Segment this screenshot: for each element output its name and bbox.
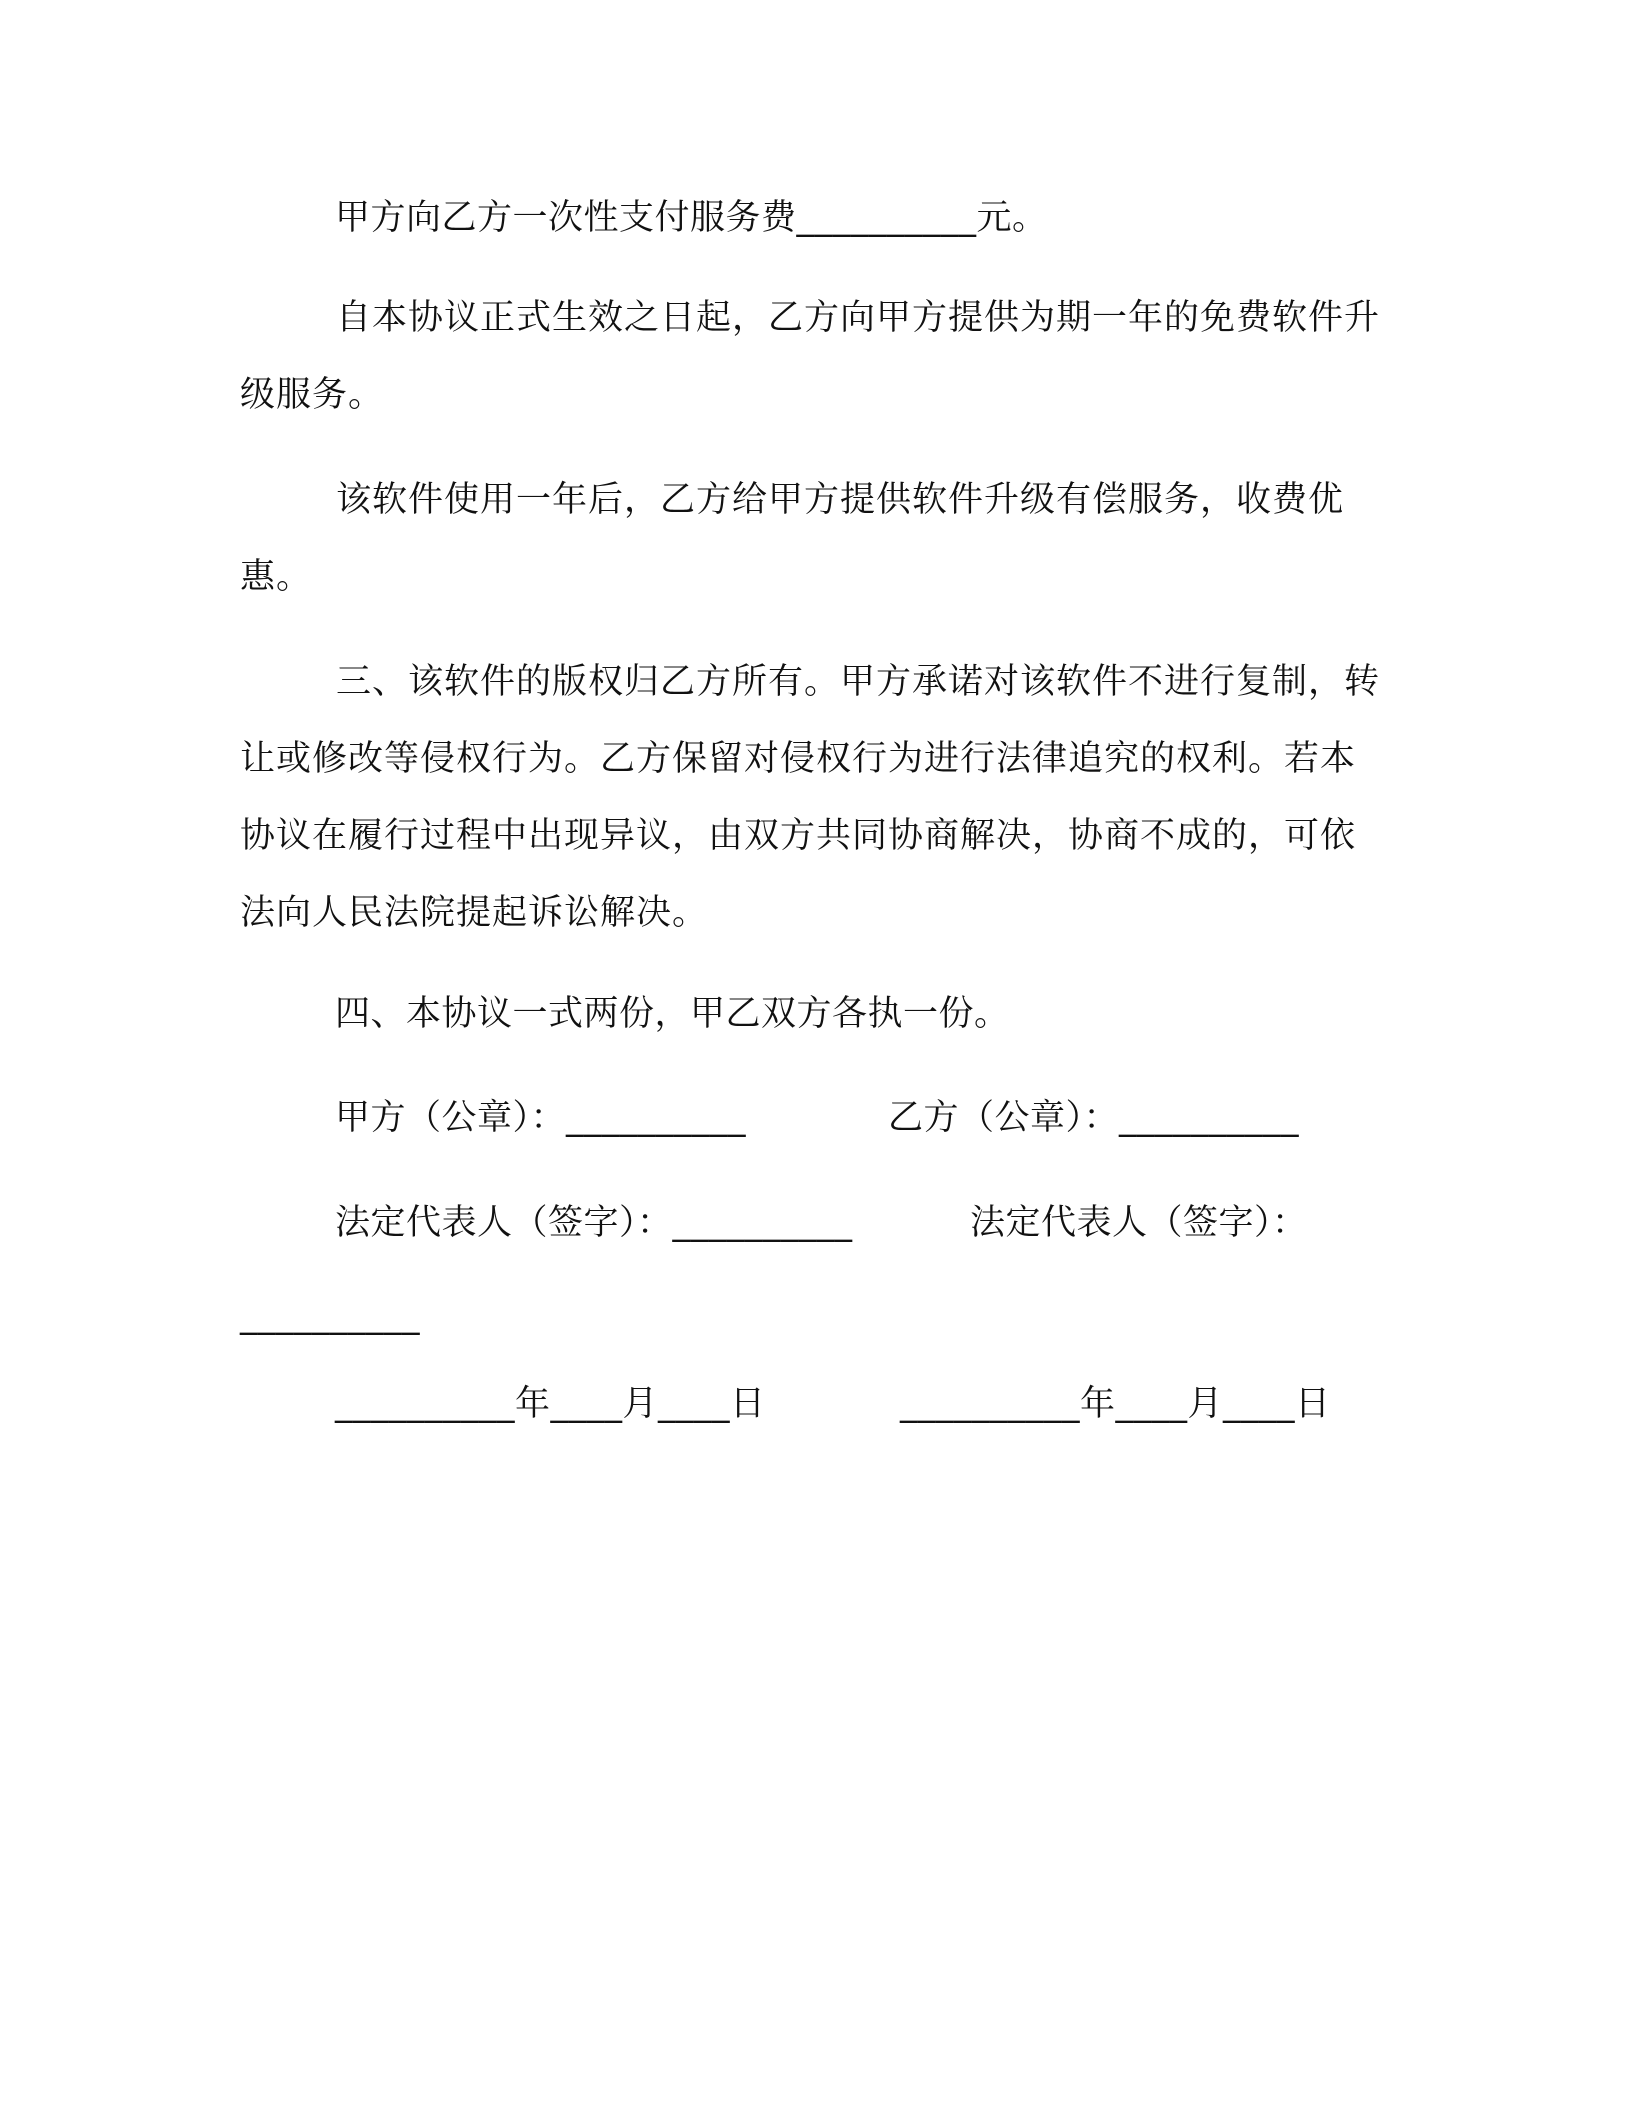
party-b-representative-blank: __________ xyxy=(240,1296,420,1336)
party-b-seal-field: 乙方（公章）：__________ xyxy=(888,1098,1300,1138)
party-b-representative-field: 法定代表人（签字）： xyxy=(970,1203,1308,1243)
copies-clause: 四、本协议一式两份，甲乙双方各执一份。 xyxy=(335,994,1010,1034)
copyright-clause: 三、该软件的版权归乙方所有。甲方承诺对该软件不进行复制，转让或修改等侵权行为。乙方保留对侵权行为进行法律追究的权利。若本协议在履行过程中出现异议，由双方共同协商解决，协商不成的，可依法向人民法院提起诉讼解决。 xyxy=(240,662,1381,933)
party-a-seal-field: 甲方（公章）：__________ xyxy=(335,1098,747,1138)
party-a-representative-field: 法定代表人（签字）：__________ xyxy=(335,1203,853,1243)
party-a-date-field: __________年____月____日 xyxy=(335,1384,766,1424)
paid-upgrade-clause: 该软件使用一年后，乙方给甲方提供软件升级有偿服务，收费优惠。 xyxy=(240,480,1345,597)
upgrade-service-clause: 自本协议正式生效之日起，乙方向甲方提供为期一年的免费软件升级服务。 xyxy=(240,298,1381,415)
payment-clause: 甲方向乙方一次性支付服务费__________元。 xyxy=(335,198,1048,238)
party-b-date-field: __________年____月____日 xyxy=(900,1384,1331,1424)
